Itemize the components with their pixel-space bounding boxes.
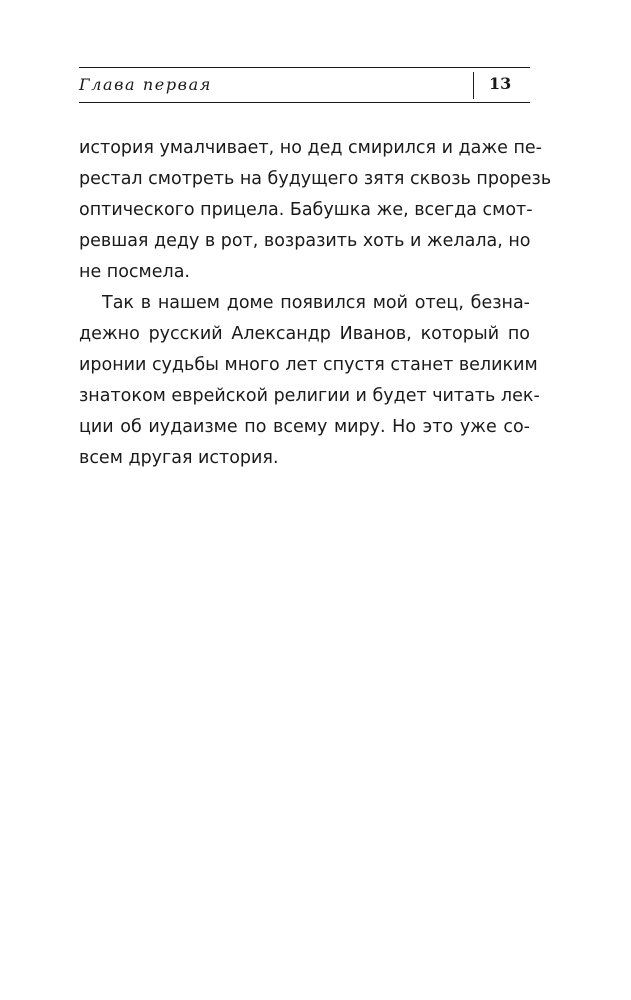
text-line: не посмела. (79, 262, 190, 282)
text-line: дежно русский Александр Иванов, который по (79, 324, 530, 344)
header-divider (473, 72, 474, 99)
page-number: 13 (489, 74, 512, 93)
text-line: история умалчивает, но дед смирился и даже пе- (79, 138, 542, 158)
text-line: иронии судьбы много лет спустя станет великим (79, 355, 538, 375)
text-line: Так в нашем доме появился мой отец, безна- (102, 293, 530, 313)
running-head (79, 67, 530, 103)
chapter-title: Глава первая (79, 75, 212, 94)
text-line: знатоком еврейской религии и будет читать лек- (79, 386, 540, 406)
text-line: ции об иудаизме по всему миру. Но это уже со- (79, 417, 530, 437)
text-line: рестал смотреть на будущего зятя сквозь прорезь (79, 169, 552, 189)
text-line: всем другая история. (79, 448, 279, 468)
text-line: оптического прицела. Бабушка же, всегда смот- (79, 200, 533, 220)
text-line: ревшая деду в рот, возразить хоть и желала, но (79, 231, 531, 251)
